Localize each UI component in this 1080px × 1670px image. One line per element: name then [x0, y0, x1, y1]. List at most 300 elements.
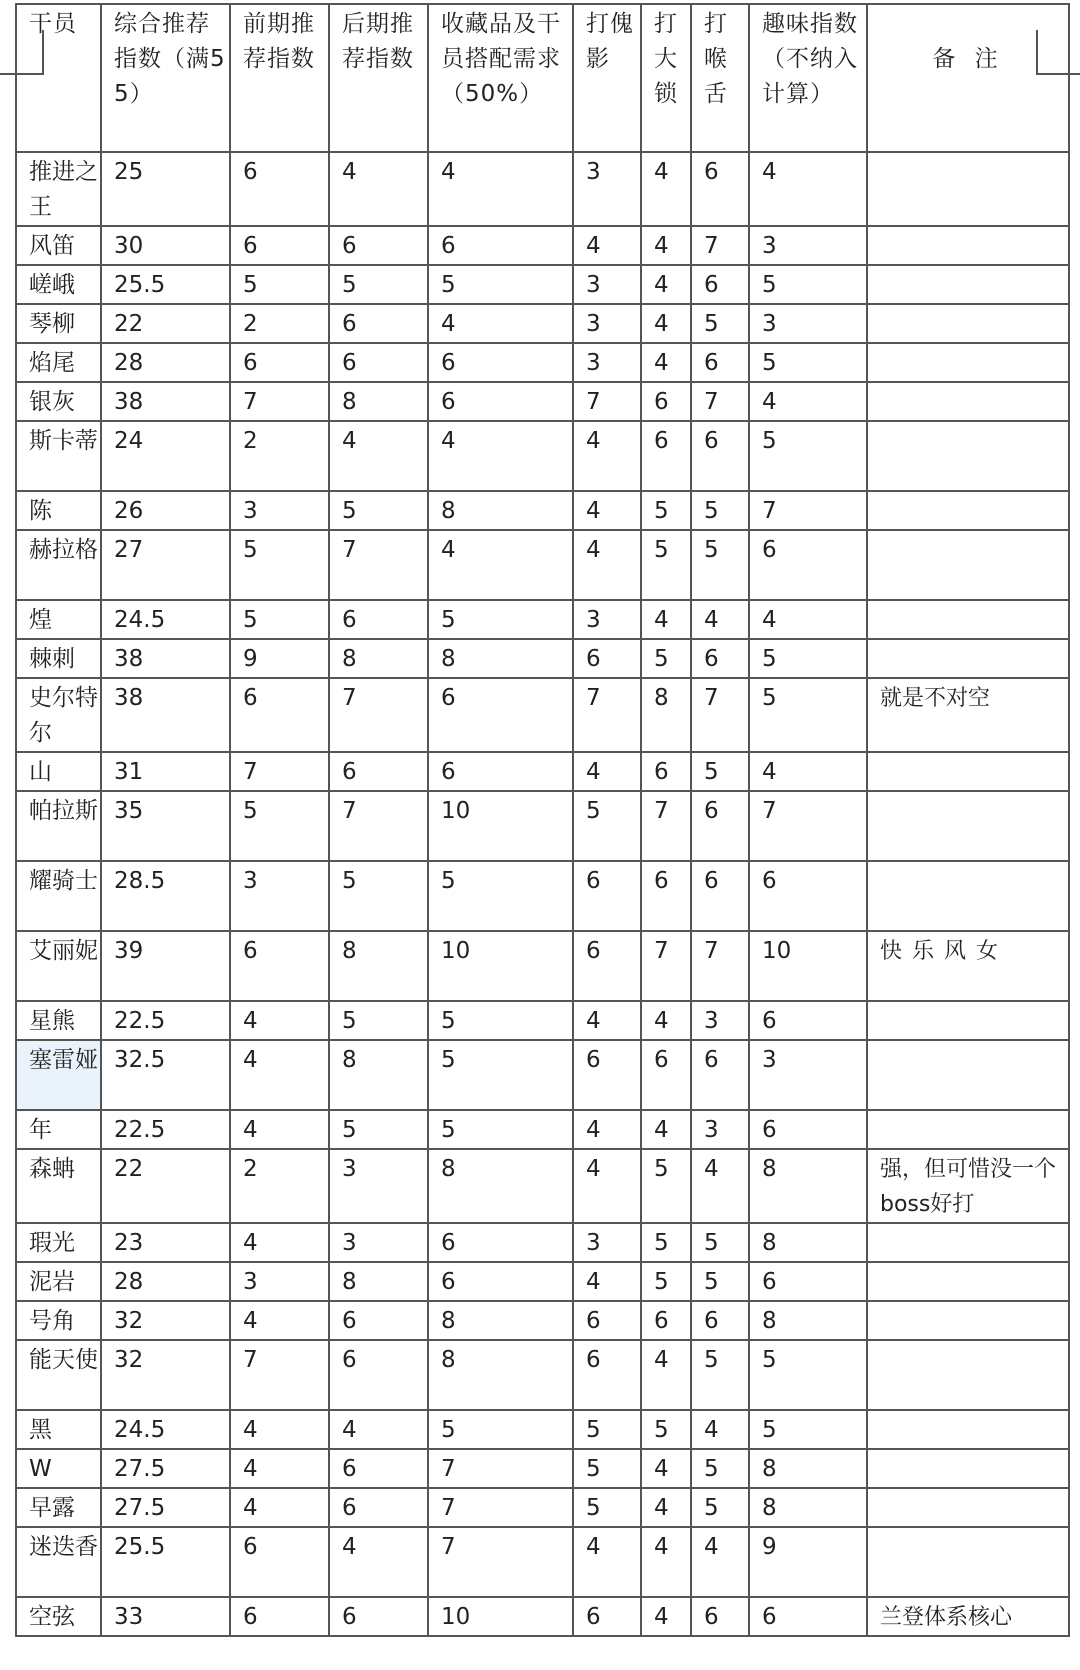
- table-row: [16, 861, 1069, 931]
- cell-late-score: 7: [329, 678, 428, 752]
- cell-vs-kuiying: 4: [573, 1110, 641, 1149]
- cell-total-score: 22: [101, 1149, 230, 1223]
- cell-vs-dasuo: 6: [641, 1040, 691, 1110]
- cell-total-score: 25.5: [101, 265, 230, 304]
- cell-operator-name: 推进之王: [16, 152, 101, 226]
- cell-vs-dasuo: 5: [641, 530, 691, 600]
- cell-early-score: 3: [230, 861, 329, 931]
- table-row: [16, 791, 1069, 861]
- table-row: [16, 226, 1069, 265]
- cell-operator-name: 年: [16, 1110, 101, 1149]
- cell-collectible-need: 5: [428, 265, 573, 304]
- table-row: [16, 1301, 1069, 1340]
- cell-vs-houshe: 7: [691, 382, 749, 421]
- cell-vs-houshe: 5: [691, 752, 749, 791]
- cell-early-score: 4: [230, 1001, 329, 1040]
- cell-total-score: 24: [101, 421, 230, 491]
- table-row: [16, 265, 1069, 304]
- cell-vs-houshe: 6: [691, 1040, 749, 1110]
- cell-note: 兰登体系核心: [867, 1597, 1069, 1636]
- cell-collectible-need: 8: [428, 639, 573, 678]
- cell-total-score: 38: [101, 639, 230, 678]
- cell-late-score: 6: [329, 1301, 428, 1340]
- cell-late-score: 4: [329, 152, 428, 226]
- cell-early-score: 6: [230, 226, 329, 265]
- cell-fun-score: 6: [749, 1001, 867, 1040]
- cell-collectible-need: 6: [428, 752, 573, 791]
- cell-vs-kuiying: 4: [573, 1262, 641, 1301]
- cell-fun-score: 8: [749, 1149, 867, 1223]
- cell-total-score: 32: [101, 1340, 230, 1410]
- cell-vs-kuiying: 6: [573, 931, 641, 1001]
- cell-vs-kuiying: 4: [573, 421, 641, 491]
- cell-late-score: 8: [329, 639, 428, 678]
- cell-collectible-need: 8: [428, 1149, 573, 1223]
- header-vs-kuiying: 打傀影: [573, 4, 641, 152]
- cell-vs-dasuo: 4: [641, 265, 691, 304]
- cell-vs-dasuo: 8: [641, 678, 691, 752]
- cell-note: [867, 343, 1069, 382]
- cell-vs-dasuo: 4: [641, 152, 691, 226]
- cell-vs-kuiying: 4: [573, 752, 641, 791]
- cell-note: [867, 752, 1069, 791]
- cell-early-score: 4: [230, 1223, 329, 1262]
- table-row: [16, 931, 1069, 1001]
- cell-late-score: 3: [329, 1149, 428, 1223]
- cell-note: 快乐风女: [867, 931, 1069, 1001]
- cell-operator-name: 能天使: [16, 1340, 101, 1410]
- table-row: [16, 639, 1069, 678]
- cell-fun-score: 5: [749, 1340, 867, 1410]
- cell-fun-score: 6: [749, 530, 867, 600]
- cell-vs-dasuo: 4: [641, 1001, 691, 1040]
- cell-fun-score: 10: [749, 931, 867, 1001]
- cell-vs-houshe: 5: [691, 1488, 749, 1527]
- cell-vs-kuiying: 5: [573, 1488, 641, 1527]
- header-vs-houshe: 打喉舌: [691, 4, 749, 152]
- cell-late-score: 5: [329, 1110, 428, 1149]
- cell-collectible-need: 7: [428, 1488, 573, 1527]
- cell-fun-score: 6: [749, 861, 867, 931]
- cell-vs-dasuo: 4: [641, 1488, 691, 1527]
- table-row: [16, 530, 1069, 600]
- header-total-score: 综合推荐指数（满55）: [101, 4, 230, 152]
- cell-early-score: 4: [230, 1110, 329, 1149]
- cell-vs-houshe: 6: [691, 861, 749, 931]
- table-row: [16, 1340, 1069, 1410]
- cell-fun-score: 7: [749, 491, 867, 530]
- cell-operator-name: 塞雷娅: [16, 1040, 101, 1110]
- cell-vs-kuiying: 3: [573, 1223, 641, 1262]
- cell-vs-kuiying: 4: [573, 1149, 641, 1223]
- cell-vs-houshe: 6: [691, 639, 749, 678]
- cell-operator-name: 森蚺: [16, 1149, 101, 1223]
- cell-total-score: 28.5: [101, 861, 230, 931]
- cell-vs-houshe: 7: [691, 226, 749, 265]
- cell-vs-kuiying: 3: [573, 600, 641, 639]
- table-row: [16, 1597, 1069, 1636]
- cell-collectible-need: 6: [428, 343, 573, 382]
- cell-note: [867, 1040, 1069, 1110]
- cell-early-score: 6: [230, 152, 329, 226]
- cell-early-score: 4: [230, 1488, 329, 1527]
- cell-total-score: 35: [101, 791, 230, 861]
- table-row: [16, 382, 1069, 421]
- cell-vs-houshe: 5: [691, 304, 749, 343]
- cell-collectible-need: 8: [428, 1340, 573, 1410]
- cell-late-score: 6: [329, 226, 428, 265]
- cell-note: [867, 152, 1069, 226]
- cell-vs-dasuo: 6: [641, 382, 691, 421]
- cell-note: [867, 265, 1069, 304]
- cell-vs-kuiying: 5: [573, 791, 641, 861]
- cell-collectible-need: 8: [428, 491, 573, 530]
- cell-total-score: 32.5: [101, 1040, 230, 1110]
- table-row: [16, 421, 1069, 491]
- cell-late-score: 6: [329, 1340, 428, 1410]
- cell-early-score: 2: [230, 421, 329, 491]
- cell-note: [867, 226, 1069, 265]
- cell-total-score: 38: [101, 382, 230, 421]
- cell-note: [867, 1488, 1069, 1527]
- cell-vs-dasuo: 5: [641, 1149, 691, 1223]
- table-row: [16, 1110, 1069, 1149]
- cell-early-score: 3: [230, 491, 329, 530]
- cell-collectible-need: 8: [428, 1301, 573, 1340]
- cell-early-score: 9: [230, 639, 329, 678]
- cell-total-score: 27.5: [101, 1449, 230, 1488]
- cell-vs-dasuo: 7: [641, 791, 691, 861]
- cell-late-score: 6: [329, 1597, 428, 1636]
- cell-vs-dasuo: 5: [641, 1410, 691, 1449]
- cell-vs-houshe: 5: [691, 1223, 749, 1262]
- cell-fun-score: 5: [749, 343, 867, 382]
- cell-vs-houshe: 6: [691, 1301, 749, 1340]
- header-vs-dasuo: 打大锁: [641, 4, 691, 152]
- cell-vs-houshe: 6: [691, 791, 749, 861]
- cell-note: [867, 382, 1069, 421]
- cell-fun-score: 4: [749, 600, 867, 639]
- cell-vs-kuiying: 7: [573, 678, 641, 752]
- header-row: [16, 4, 1069, 152]
- cell-vs-dasuo: 4: [641, 1110, 691, 1149]
- cell-vs-houshe: 5: [691, 491, 749, 530]
- cell-note: [867, 1223, 1069, 1262]
- header-collectible-need: 收藏品及干员搭配需求（50%）: [428, 4, 573, 152]
- cell-early-score: 5: [230, 265, 329, 304]
- cell-vs-kuiying: 4: [573, 1527, 641, 1597]
- table-row: [16, 1223, 1069, 1262]
- cell-vs-kuiying: 6: [573, 861, 641, 931]
- cell-note: [867, 861, 1069, 931]
- cell-total-score: 28: [101, 1262, 230, 1301]
- cell-vs-dasuo: 5: [641, 1262, 691, 1301]
- cell-note: [867, 600, 1069, 639]
- cell-collectible-need: 7: [428, 1449, 573, 1488]
- cell-total-score: 26: [101, 491, 230, 530]
- cell-operator-name: 早露: [16, 1488, 101, 1527]
- cell-total-score: 22.5: [101, 1001, 230, 1040]
- cell-note: [867, 304, 1069, 343]
- cell-late-score: 5: [329, 861, 428, 931]
- cell-operator-name: 帕拉斯: [16, 791, 101, 861]
- cell-early-score: 5: [230, 791, 329, 861]
- cell-fun-score: 3: [749, 1040, 867, 1110]
- cell-vs-dasuo: 4: [641, 1597, 691, 1636]
- cell-fun-score: 5: [749, 265, 867, 304]
- cell-collectible-need: 5: [428, 1001, 573, 1040]
- cell-collectible-need: 5: [428, 1410, 573, 1449]
- cell-early-score: 6: [230, 931, 329, 1001]
- cell-collectible-need: 5: [428, 1110, 573, 1149]
- cell-operator-name: 嵯峨: [16, 265, 101, 304]
- cell-operator-name: 煌: [16, 600, 101, 639]
- cell-collectible-need: 6: [428, 382, 573, 421]
- cell-late-score: 8: [329, 1262, 428, 1301]
- cell-vs-houshe: 6: [691, 265, 749, 304]
- cell-collectible-need: 4: [428, 304, 573, 343]
- cell-vs-dasuo: 4: [641, 226, 691, 265]
- cell-vs-houshe: 4: [691, 600, 749, 639]
- cell-note: [867, 421, 1069, 491]
- cell-operator-name: 号角: [16, 1301, 101, 1340]
- cell-early-score: 4: [230, 1449, 329, 1488]
- cell-late-score: 4: [329, 421, 428, 491]
- cell-total-score: 30: [101, 226, 230, 265]
- cell-late-score: 5: [329, 1001, 428, 1040]
- cell-vs-kuiying: 3: [573, 265, 641, 304]
- cell-vs-houshe: 6: [691, 152, 749, 226]
- table-row: [16, 1262, 1069, 1301]
- cell-late-score: 7: [329, 530, 428, 600]
- cell-operator-name: W: [16, 1449, 101, 1488]
- cell-note: [867, 1449, 1069, 1488]
- cell-vs-houshe: 6: [691, 1597, 749, 1636]
- cell-vs-houshe: 6: [691, 421, 749, 491]
- cell-late-score: 8: [329, 931, 428, 1001]
- table-row: [16, 491, 1069, 530]
- cell-operator-name: 泥岩: [16, 1262, 101, 1301]
- cell-vs-dasuo: 4: [641, 600, 691, 639]
- cell-early-score: 6: [230, 343, 329, 382]
- cell-note: [867, 1527, 1069, 1597]
- cell-fun-score: 3: [749, 304, 867, 343]
- cell-vs-kuiying: 4: [573, 491, 641, 530]
- cell-operator-name: 风笛: [16, 226, 101, 265]
- cell-early-score: 5: [230, 530, 329, 600]
- cell-operator-name: 斯卡蒂: [16, 421, 101, 491]
- cell-collectible-need: 5: [428, 600, 573, 639]
- cell-early-score: 7: [230, 1340, 329, 1410]
- cell-late-score: 3: [329, 1223, 428, 1262]
- cell-vs-kuiying: 6: [573, 1597, 641, 1636]
- cell-vs-kuiying: 5: [573, 1449, 641, 1488]
- cell-late-score: 6: [329, 752, 428, 791]
- cell-vs-dasuo: 4: [641, 343, 691, 382]
- cell-vs-dasuo: 5: [641, 639, 691, 678]
- cell-early-score: 5: [230, 600, 329, 639]
- cell-operator-name: 艾丽妮: [16, 931, 101, 1001]
- cell-late-score: 6: [329, 304, 428, 343]
- table-row: [16, 678, 1069, 752]
- cell-operator-name: 棘刺: [16, 639, 101, 678]
- cell-early-score: 4: [230, 1040, 329, 1110]
- cell-collectible-need: 7: [428, 1527, 573, 1597]
- cell-fun-score: 8: [749, 1488, 867, 1527]
- cell-vs-dasuo: 4: [641, 1449, 691, 1488]
- cell-fun-score: 9: [749, 1527, 867, 1597]
- cell-collectible-need: 10: [428, 1597, 573, 1636]
- cell-total-score: 39: [101, 931, 230, 1001]
- cell-operator-name: 黑: [16, 1410, 101, 1449]
- cell-note: [867, 530, 1069, 600]
- header-early-score: 前期推荐指数: [230, 4, 329, 152]
- cell-collectible-need: 4: [428, 421, 573, 491]
- cell-vs-dasuo: 6: [641, 421, 691, 491]
- cell-total-score: 31: [101, 752, 230, 791]
- table-row: [16, 1410, 1069, 1449]
- cell-late-score: 6: [329, 600, 428, 639]
- cell-fun-score: 6: [749, 1262, 867, 1301]
- cell-vs-dasuo: 4: [641, 1527, 691, 1597]
- cell-note: [867, 1410, 1069, 1449]
- cell-fun-score: 6: [749, 1110, 867, 1149]
- header-late-score: 后期推荐指数: [329, 4, 428, 152]
- cell-late-score: 4: [329, 1410, 428, 1449]
- cell-total-score: 28: [101, 343, 230, 382]
- cell-vs-kuiying: 6: [573, 1301, 641, 1340]
- cell-operator-name: 赫拉格: [16, 530, 101, 600]
- cell-late-score: 6: [329, 343, 428, 382]
- cell-early-score: 2: [230, 1149, 329, 1223]
- cell-operator-name: 琴柳: [16, 304, 101, 343]
- cell-note: [867, 791, 1069, 861]
- cell-vs-houshe: 5: [691, 1449, 749, 1488]
- cell-vs-houshe: 3: [691, 1001, 749, 1040]
- cell-collectible-need: 10: [428, 791, 573, 861]
- cell-total-score: 24.5: [101, 600, 230, 639]
- cell-fun-score: 5: [749, 1410, 867, 1449]
- cell-fun-score: 7: [749, 791, 867, 861]
- cell-fun-score: 4: [749, 752, 867, 791]
- cell-early-score: 7: [230, 752, 329, 791]
- cell-vs-dasuo: 4: [641, 1340, 691, 1410]
- cell-note: [867, 491, 1069, 530]
- cell-vs-kuiying: 7: [573, 382, 641, 421]
- cell-fun-score: 3: [749, 226, 867, 265]
- cell-vs-dasuo: 6: [641, 1301, 691, 1340]
- cell-operator-name: 耀骑士: [16, 861, 101, 931]
- cell-operator-name: 空弦: [16, 1597, 101, 1636]
- cell-collectible-need: 10: [428, 931, 573, 1001]
- cell-collectible-need: 6: [428, 1262, 573, 1301]
- cell-late-score: 7: [329, 791, 428, 861]
- cell-note: [867, 1001, 1069, 1040]
- cell-early-score: 7: [230, 382, 329, 421]
- cell-vs-kuiying: 6: [573, 639, 641, 678]
- cell-vs-kuiying: 4: [573, 530, 641, 600]
- cell-vs-houshe: 3: [691, 1110, 749, 1149]
- cell-early-score: 2: [230, 304, 329, 343]
- cell-early-score: 6: [230, 1597, 329, 1636]
- cell-vs-houshe: 4: [691, 1149, 749, 1223]
- cell-vs-houshe: 5: [691, 1262, 749, 1301]
- cell-late-score: 8: [329, 1040, 428, 1110]
- cell-operator-name: 山: [16, 752, 101, 791]
- header-fun-score: 趣味指数（不纳入计算）: [749, 4, 867, 152]
- cell-total-score: 27.5: [101, 1488, 230, 1527]
- cell-vs-kuiying: 6: [573, 1040, 641, 1110]
- cell-operator-name: 瑕光: [16, 1223, 101, 1262]
- cell-operator-name: 史尔特尔: [16, 678, 101, 752]
- cell-vs-kuiying: 5: [573, 1410, 641, 1449]
- cell-late-score: 5: [329, 491, 428, 530]
- cell-late-score: 6: [329, 1488, 428, 1527]
- cell-fun-score: 8: [749, 1449, 867, 1488]
- cell-total-score: 33: [101, 1597, 230, 1636]
- cell-note: [867, 1262, 1069, 1301]
- cell-total-score: 32: [101, 1301, 230, 1340]
- cell-vs-dasuo: 7: [641, 931, 691, 1001]
- cell-early-score: 3: [230, 1262, 329, 1301]
- cell-vs-kuiying: 3: [573, 304, 641, 343]
- cell-fun-score: 4: [749, 152, 867, 226]
- cell-collectible-need: 5: [428, 861, 573, 931]
- cell-note: [867, 639, 1069, 678]
- cell-collectible-need: 6: [428, 226, 573, 265]
- table-row: [16, 600, 1069, 639]
- cell-collectible-need: 6: [428, 1223, 573, 1262]
- header-note: 备 注: [867, 4, 1069, 152]
- cell-vs-dasuo: 5: [641, 491, 691, 530]
- cell-total-score: 27: [101, 530, 230, 600]
- cell-collectible-need: 5: [428, 1040, 573, 1110]
- operator-rating-table: [15, 3, 1070, 1637]
- cell-total-score: 25.5: [101, 1527, 230, 1597]
- table-row: [16, 1149, 1069, 1223]
- cell-vs-kuiying: 3: [573, 152, 641, 226]
- cell-vs-houshe: 5: [691, 1340, 749, 1410]
- cell-note: [867, 1301, 1069, 1340]
- cell-early-score: 6: [230, 1527, 329, 1597]
- cell-operator-name: 星熊: [16, 1001, 101, 1040]
- cell-collectible-need: 6: [428, 678, 573, 752]
- cell-late-score: 4: [329, 1527, 428, 1597]
- cell-collectible-need: 4: [428, 530, 573, 600]
- cell-fun-score: 5: [749, 639, 867, 678]
- table-row: [16, 1449, 1069, 1488]
- cell-vs-houshe: 4: [691, 1410, 749, 1449]
- cell-vs-houshe: 7: [691, 931, 749, 1001]
- table-row: [16, 152, 1069, 226]
- cell-vs-kuiying: 4: [573, 1001, 641, 1040]
- cell-vs-houshe: 6: [691, 343, 749, 382]
- cell-fun-score: 4: [749, 382, 867, 421]
- cell-collectible-need: 4: [428, 152, 573, 226]
- cell-total-score: 25: [101, 152, 230, 226]
- cell-vs-houshe: 5: [691, 530, 749, 600]
- cell-operator-name: 焰尾: [16, 343, 101, 382]
- table-row: [16, 1001, 1069, 1040]
- cell-total-score: 38: [101, 678, 230, 752]
- cell-vs-dasuo: 4: [641, 304, 691, 343]
- cell-operator-name: 迷迭香: [16, 1527, 101, 1597]
- cell-vs-dasuo: 6: [641, 861, 691, 931]
- table-row: [16, 1527, 1069, 1597]
- cell-note: [867, 1110, 1069, 1149]
- cell-vs-kuiying: 6: [573, 1340, 641, 1410]
- cell-early-score: 6: [230, 678, 329, 752]
